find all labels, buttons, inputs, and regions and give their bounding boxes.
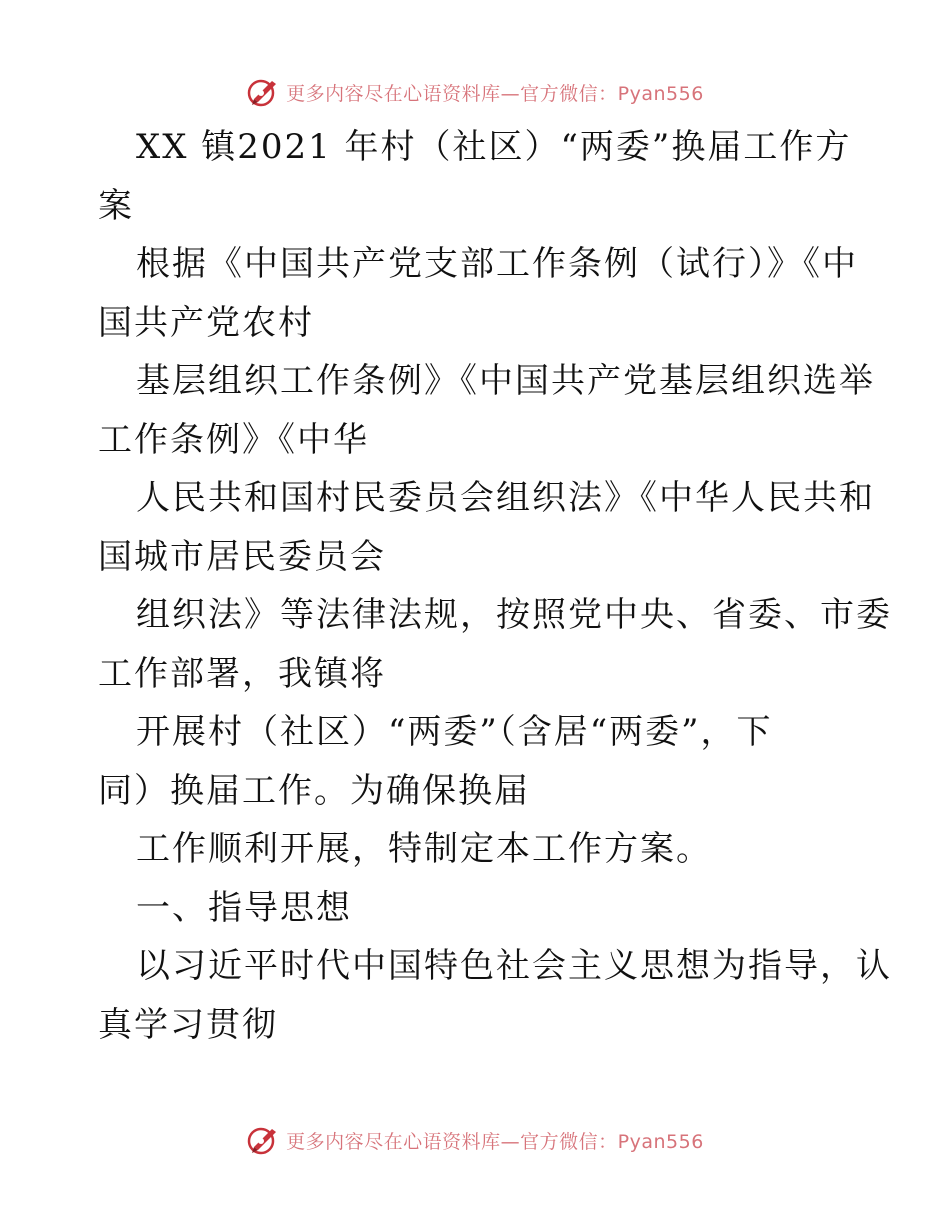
footer-banner-text: 更多内容尽在心语资料库—官方微信：Pyan556 — [286, 1130, 704, 1153]
header-banner-inner — [246, 75, 704, 109]
paragraph-line: 工作部署，我镇将 — [98, 653, 386, 694]
title-line-1: XX 镇2021 年村（社区）“两委”换届工作方 — [136, 127, 852, 167]
header-banner — [0, 72, 950, 112]
paragraph-line: 人民共和国村民委员会组织法》《中华人民共和 — [136, 478, 875, 518]
pen-logo-icon — [246, 1123, 280, 1157]
paragraph-line: 同）换届工作。为确保换届 — [98, 770, 530, 811]
footer-banner — [0, 1120, 950, 1160]
header-banner-text: 更多内容尽在心语资料库—官方微信：Pyan556 — [286, 82, 704, 105]
paragraph-line: 组织法》等法律法规，按照党中央、省委、市委 — [136, 595, 892, 635]
paragraph-line: 国共产党农村 — [98, 302, 314, 343]
paragraph-line: 基层组织工作条例》《中国共产党基层组织选举 — [136, 361, 875, 401]
paragraph-line: 国城市居民委员会 — [98, 536, 386, 577]
document-body — [98, 118, 892, 1054]
paragraph-line: 工作顺利开展，特制定本工作方案。 — [136, 829, 712, 869]
pen-logo-icon — [246, 75, 280, 109]
paragraph-line: 以习近平时代中国特色社会主义思想为指导，认 — [136, 946, 892, 986]
section-heading: 一、指导思想 — [136, 887, 352, 928]
paragraph-line: 工作条例》《中华 — [98, 419, 369, 460]
footer-banner-inner — [246, 1123, 704, 1157]
title-line-2: 案 — [98, 185, 134, 226]
paragraph-line: 真学习贯彻 — [98, 1004, 278, 1045]
paragraph-line: 根据《中国共产党支部工作条例（试行）》《中 — [136, 244, 858, 284]
paragraph-line: 开展村（社区）“两委”（含居“两委”，下 — [136, 712, 773, 752]
